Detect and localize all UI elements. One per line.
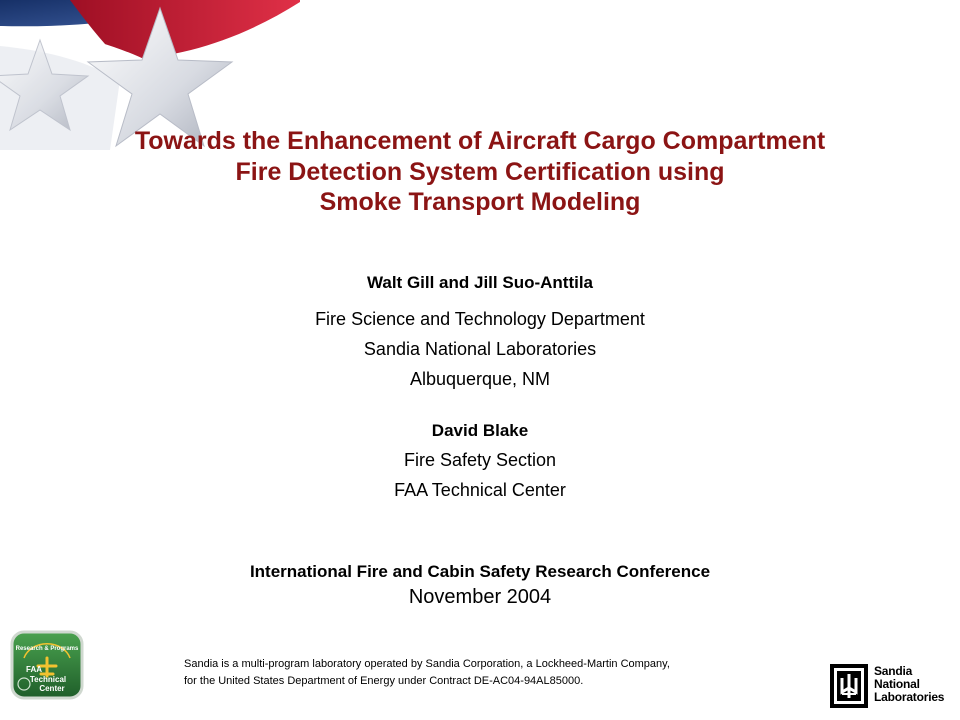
affiliation-secondary — [0, 445, 960, 505]
authors-primary: Walt Gill and Jill Suo-Anttila — [366, 273, 594, 292]
affiliation-line: Fire Science and Technology Department — [315, 309, 645, 329]
title-line: Towards the Enhancement of Aircraft Cargo Compartment — [134, 127, 826, 155]
footer-line: for the United States Department of Energy under Contract DE-AC04-94AL85000. — [184, 675, 584, 687]
title-line: Fire Detection System Certification using — [235, 157, 725, 186]
faa-label: FAA — [26, 665, 42, 674]
faa-label: Center — [39, 684, 65, 693]
sandia-label: Sandia — [874, 664, 913, 678]
affiliation-line: Fire Safety Section — [403, 450, 557, 470]
conference-name: International Fire and Cabin Safety Research Conference — [249, 562, 711, 581]
faa-label: Technical — [29, 675, 67, 684]
sandia-wordmark — [874, 665, 944, 704]
faa-arc-text: Research & Programs — [15, 646, 79, 652]
slide-title — [0, 126, 960, 218]
author-secondary: David Blake — [431, 421, 529, 440]
sandia-logo — [830, 664, 948, 710]
affiliation-line: Sandia National Laboratories — [363, 339, 597, 359]
sandia-label: National — [874, 677, 920, 691]
faa-technical-center-logo-icon — [10, 630, 84, 700]
footer-note — [184, 656, 670, 690]
sandia-label: Laboratories — [874, 690, 945, 704]
affiliation-line: FAA Technical Center — [394, 480, 566, 500]
sandia-thunderbird-icon — [830, 664, 868, 708]
footer-line: Sandia is a multi-program laboratory operated by Sandia Corporation, a Lockheed-Martin Company, — [184, 658, 670, 670]
affiliation-line: Albuquerque, NM — [409, 369, 551, 389]
affiliation-primary — [0, 304, 960, 394]
title-line: Smoke Transport Modeling — [319, 188, 641, 216]
conference-date: November 2004 — [408, 586, 552, 608]
